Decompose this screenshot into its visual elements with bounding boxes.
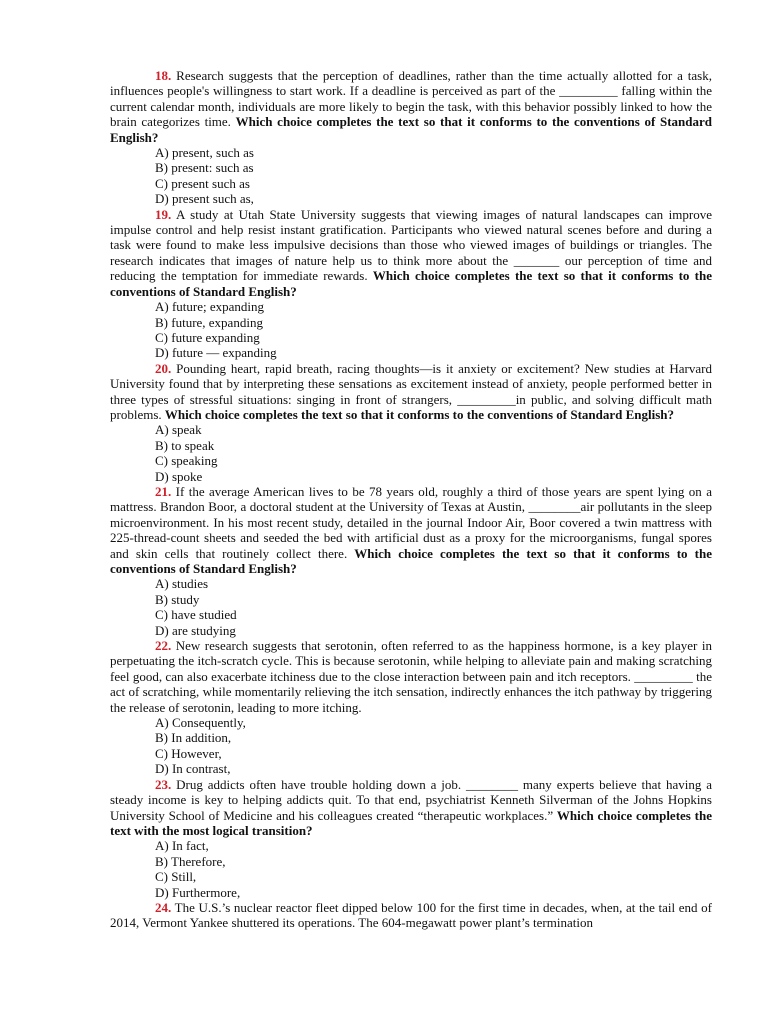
answer-option-d[interactable]: D) In contrast, bbox=[155, 761, 231, 777]
question-prompt: Which choice completes the text so that it conforms to the conventions of Standard English? bbox=[110, 545, 712, 576]
question-prompt: Which choice completes the text so that it conforms to the conventions of Standard English? bbox=[110, 268, 712, 299]
question-number: 22. bbox=[155, 638, 172, 654]
question-stem bbox=[110, 638, 712, 715]
worksheet-page bbox=[110, 68, 712, 931]
answer-option-d[interactable]: D) present such as, bbox=[155, 191, 254, 207]
answer-options bbox=[110, 715, 712, 777]
question-stem bbox=[110, 777, 712, 839]
question-stem bbox=[110, 207, 712, 299]
answer-option-b[interactable]: B) Therefore, bbox=[155, 853, 226, 869]
question-stem bbox=[110, 68, 712, 145]
answer-option-b[interactable]: B) present: such as bbox=[155, 160, 254, 176]
question-number: 23. bbox=[155, 776, 172, 792]
answer-option-d[interactable]: D) spoke bbox=[155, 468, 203, 484]
question-prompt: Which choice completes the text so that it conforms to the conventions of Standard English? bbox=[164, 406, 675, 422]
question-20 bbox=[110, 361, 712, 484]
question-21 bbox=[110, 484, 712, 638]
question-prompt: Which choice completes the text so that it conforms to the conventions of Standard English? bbox=[110, 114, 713, 145]
answer-option-c[interactable]: C) future expanding bbox=[155, 329, 260, 345]
answer-options bbox=[110, 576, 712, 638]
question-text: Research suggests that the perception of deadlines, rather than the time actually allotted for a task, influences people's willingness to start work. If a deadline is perceived as part of the _________ falling within the current calendar month, individuals are more likely to begin the task, with this behavior possibly linked to how the brain categorizes time. bbox=[110, 68, 712, 130]
question-text: Drug addicts often have trouble holding down a job. ________ many experts believe that having a steady income is key to helping addicts quit. To that end, psychiatrist Kenneth Silverman of the Johns Hopkins University School of Medicine and his colleagues created “therapeutic workplaces.” bbox=[110, 776, 712, 823]
answer-option-a[interactable]: A) In fact, bbox=[155, 838, 209, 854]
answer-option-a[interactable]: A) present, such as bbox=[155, 145, 254, 161]
question-prompt: Which choice completes the text with the most logical transition? bbox=[110, 807, 712, 838]
answer-option-c[interactable]: C) have studied bbox=[155, 607, 237, 623]
question-number: 21. bbox=[155, 483, 172, 499]
answer-option-c[interactable]: C) Still, bbox=[155, 869, 197, 885]
question-text: The U.S.’s nuclear reactor fleet dipped below 100 for the first time in decades, when, at the tail end of 2014, Vermont Yankee shuttered its operations. The 604-megawatt power plant’s termination bbox=[110, 899, 712, 931]
answer-option-d[interactable]: D) are studying bbox=[155, 622, 236, 638]
answer-options bbox=[110, 145, 712, 207]
question-text: Pounding heart, rapid breath, racing thoughts—is it anxiety or excitement? New studies at Harvard University found that by interpreting these sensations as excitement instead of anxiety, people performed better in three types of stressful situations: singing in front of strangers, _________in public, and solving difficult math problems. bbox=[110, 360, 712, 422]
question-number: 20. bbox=[155, 360, 172, 376]
question-number: 18. bbox=[155, 68, 172, 83]
question-19 bbox=[110, 207, 712, 361]
answer-option-b[interactable]: B) In addition, bbox=[155, 730, 232, 746]
question-text: New research suggests that serotonin, often referred to as the happiness hormone, is a key player in perpetuating the itch-scratch cycle. This is because serotonin, while helping to alleviate pain and making scratching feel good, can also exacerbate itchiness due to the close interaction between pain and itch receptors. _________ the act of scratching, while momentarily relieving the itch sensation, indirectly enhances the itch pathway by triggering the release of serotonin, leading to more itching. bbox=[110, 638, 712, 715]
answer-option-b[interactable]: B) to speak bbox=[155, 437, 215, 453]
question-stem bbox=[110, 900, 712, 931]
question-text: A study at Utah State University suggests that viewing images of natural landscapes can improve impulse control and help resist instant gratification. Participants who viewed natural scenes before and during a task were found to make less impulsive decisions than those who viewed images of buildings or triangles. The research indicates that images of nature help us to think more about the _______ our perception of time and reducing the temptation for immediate rewards. bbox=[110, 206, 712, 284]
answer-option-a[interactable]: A) Consequently, bbox=[155, 715, 246, 731]
question-18 bbox=[110, 68, 712, 207]
question-stem bbox=[110, 484, 712, 576]
answer-option-a[interactable]: A) studies bbox=[155, 576, 209, 592]
question-23 bbox=[110, 777, 712, 900]
answer-option-a[interactable]: A) speak bbox=[155, 422, 202, 438]
answer-options bbox=[110, 299, 712, 361]
question-number: 19. bbox=[155, 206, 172, 222]
answer-options bbox=[110, 422, 712, 484]
answer-option-d[interactable]: D) future — expanding bbox=[155, 345, 277, 361]
answer-option-c[interactable]: C) speaking bbox=[155, 453, 218, 469]
question-stem bbox=[110, 361, 712, 423]
answer-option-b[interactable]: B) future, expanding bbox=[155, 314, 263, 330]
question-24 bbox=[110, 900, 712, 931]
answer-option-c[interactable]: C) present such as bbox=[155, 175, 250, 191]
answer-option-c[interactable]: C) However, bbox=[155, 745, 222, 761]
answer-option-d[interactable]: D) Furthermore, bbox=[155, 884, 241, 900]
question-22 bbox=[110, 638, 712, 777]
answer-options bbox=[110, 838, 712, 900]
question-number: 24. bbox=[155, 899, 172, 915]
answer-option-a[interactable]: A) future; expanding bbox=[155, 299, 265, 315]
answer-option-b[interactable]: B) study bbox=[155, 591, 200, 607]
question-text: If the average American lives to be 78 years old, roughly a third of those years are spent lying on a mattress. Brandon Boor, a doctoral student at the University of Texas at Austin, ________air pollutants in the sleep microenvironment. In his most recent study, detailed in the journal Indoor Air, Boor covered a twin mattress with 225-thread-count sheets and seeded the bed with artificial dust as a proxy for the microorganisms, fungal spores and skin cells that routinely collect there. bbox=[110, 483, 712, 561]
